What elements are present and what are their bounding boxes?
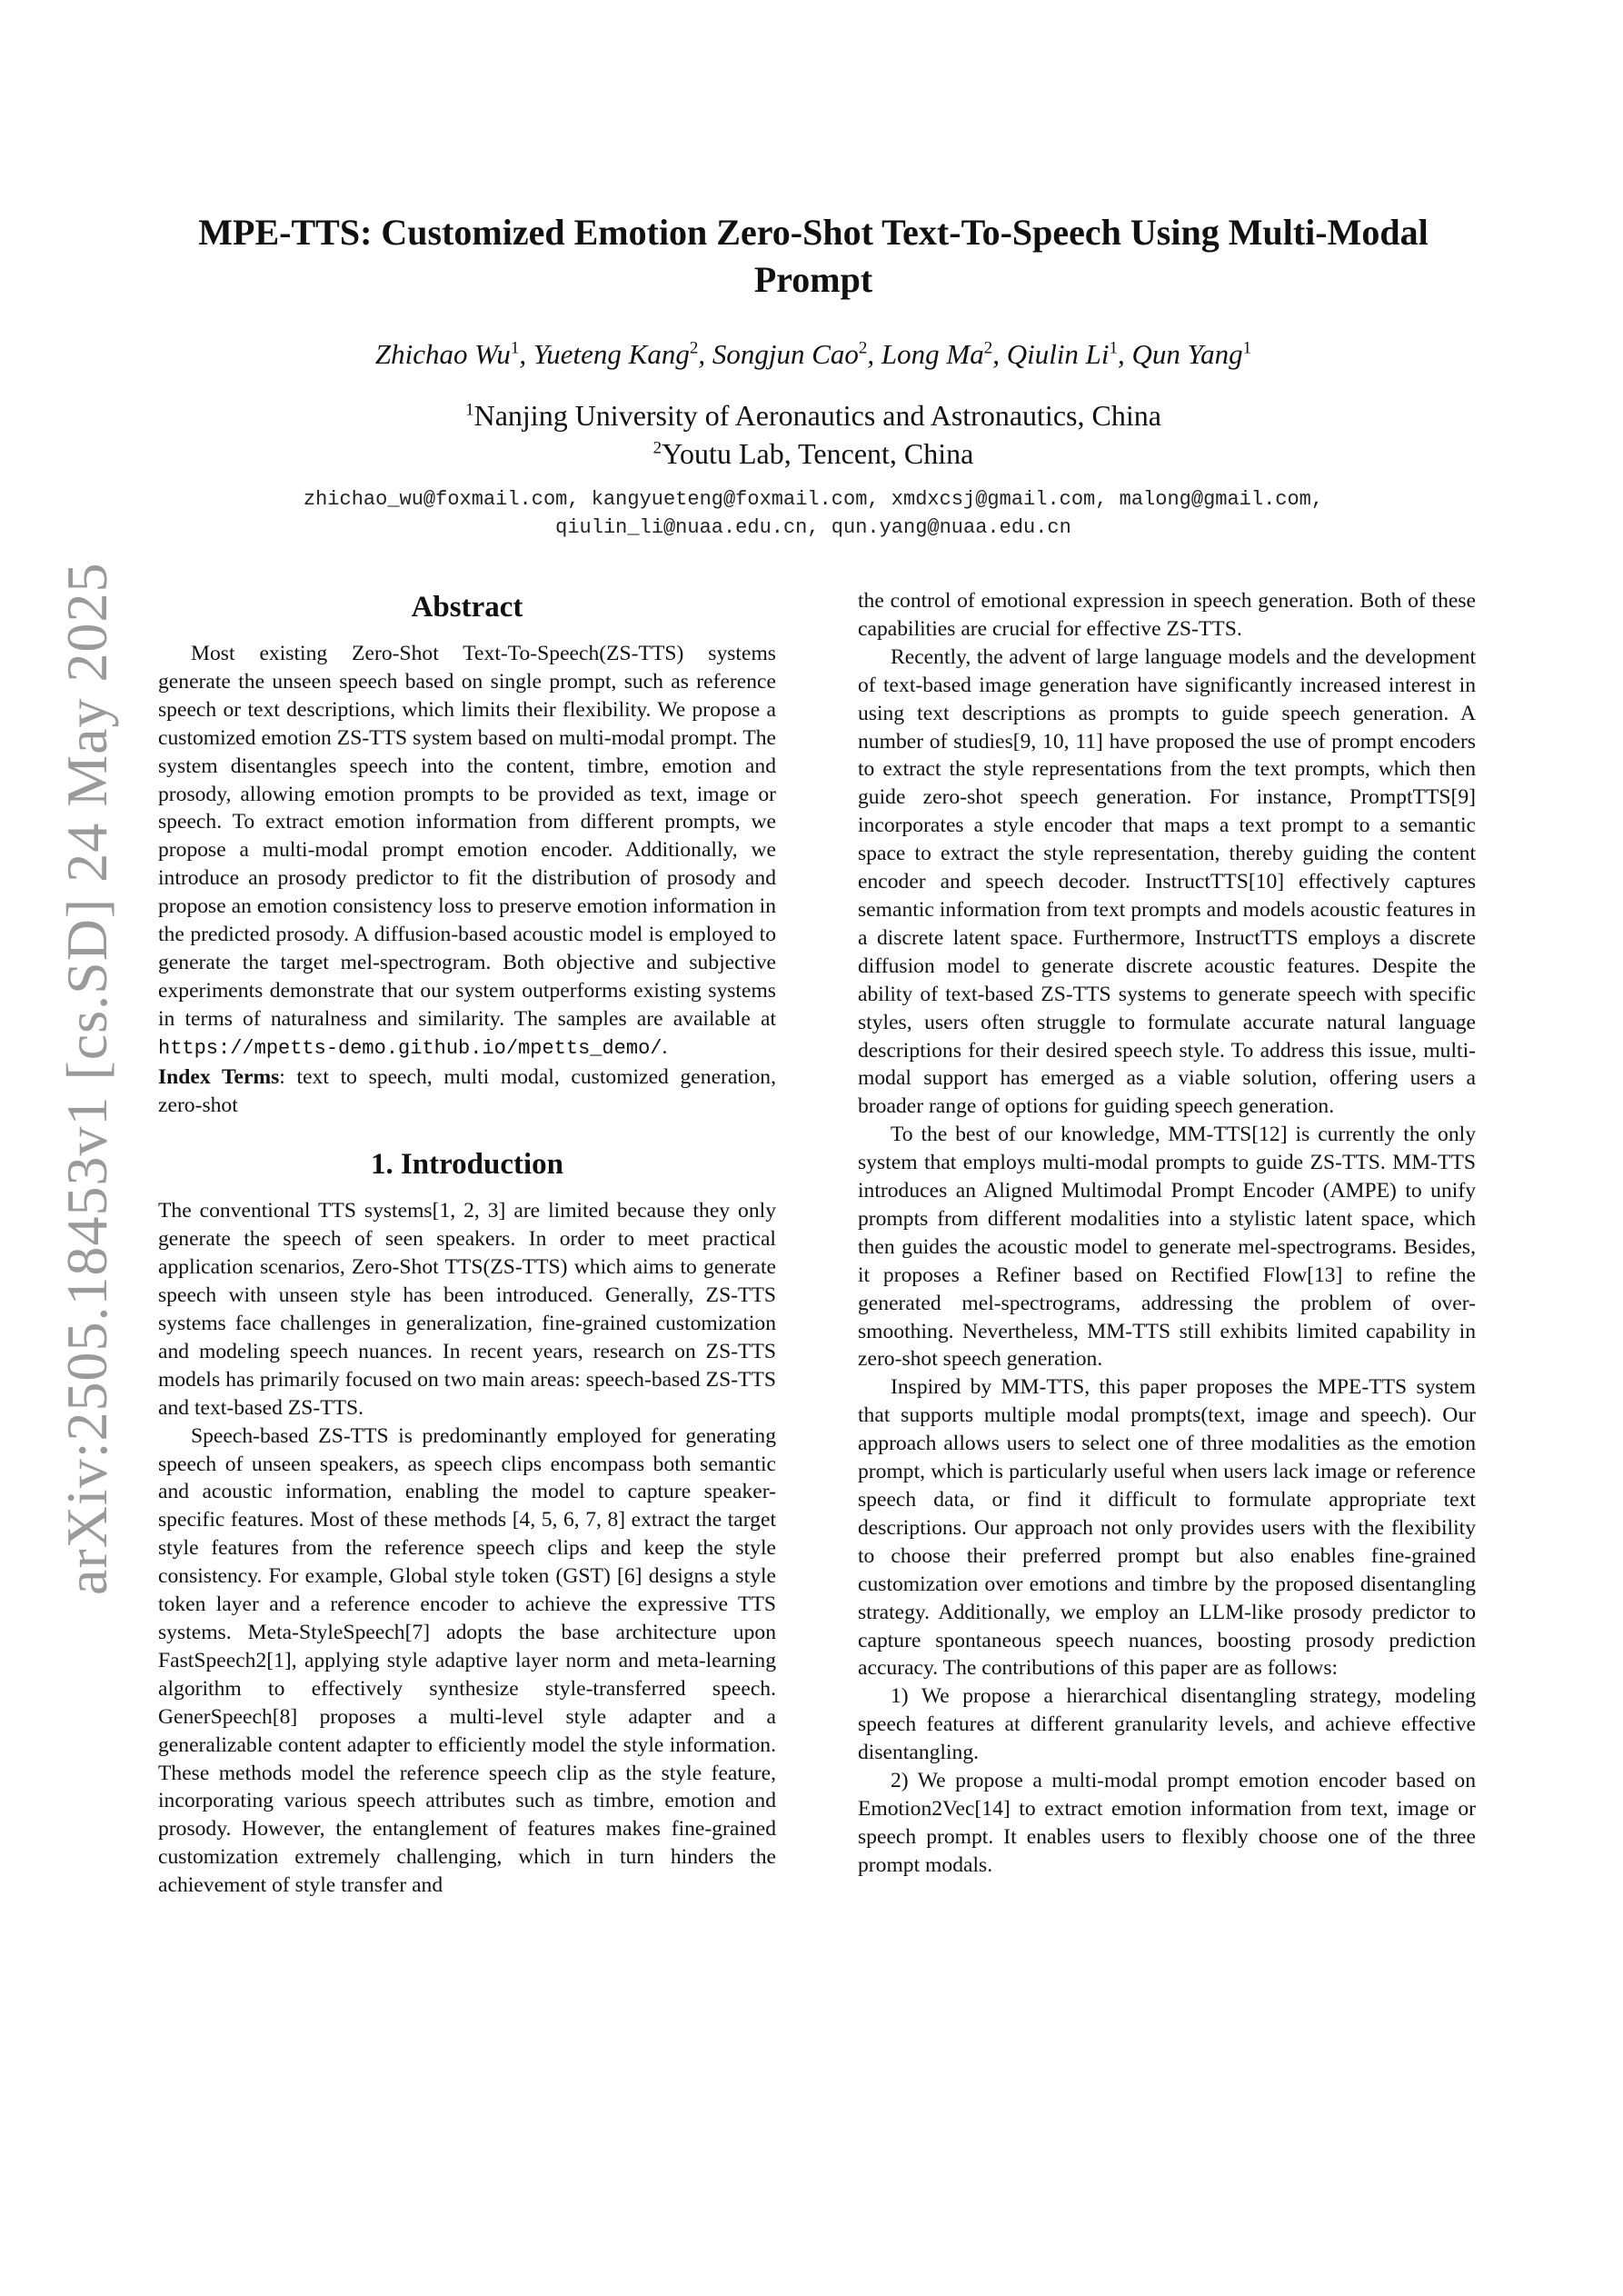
intro-paragraph-3: Recently, the advent of large language models and the development of text-based image generation have significantly increased interest in using text descriptions as prompts to guide speech generation. A number of studies[9, 10, 11] have proposed the use of prompt encoders to extract the style representations from the text prompts, which then guide zero-shot speech generation. For instance, PromptTTS[9] incorporates a style encoder that maps a text prompt to a semantic space to extract the style representation, thereby guiding the content encoder and speech decoder. InstructTTS[10] effectively captures semantic information from text prompts and models acoustic features in a discrete latent space. Furthermore, InstructTTS employs a discrete diffusion model to generate discrete acoustic features. Despite the ability of text-based ZS-TTS systems to generate speech with specific styles, users often struggle to formulate accurate natural language descriptions for their desired speech style. To address this issue, multi-modal support has emerged as a viable solution, offering users a broader range of options for guiding speech generation.: [858, 644, 1476, 1119]
author-affiliation-mark: 1: [1109, 338, 1119, 358]
author-name: Songjun Cao: [712, 338, 859, 370]
author-separator: ,: [698, 338, 712, 370]
author-separator: ,: [519, 338, 533, 370]
author-name: Long Ma: [881, 338, 984, 370]
intro-paragraph-4: To the best of our knowledge, MM-TTS[12] is currently the only system that employs multi-modal prompts to guide ZS-TTS. MM-TTS introduces an Aligned Multimodal Prompt Encoder (AMPE) to unify prompts from different modalities into a stylistic latent space, which then guides the acoustic model to generate mel-spectrograms. Besides, it proposes a Refiner based on Rectified Flow[13] to refine the generated mel-spectrograms, addressing the problem of over-smoothing. Nevertheless, MM-TTS still exhibits limited capability in zero-shot speech generation.: [858, 1123, 1476, 1372]
abstract-body: Most existing Zero-Shot Text-To-Speech(ZS-TTS) systems generate the unseen speech based on single prompt, such as reference speech or text descriptions, which limits their flexibility. We propose a customized emotion ZS-TTS system based on multi-modal prompt. The system disentangles speech into the content, timbre, emotion and prosody, allowing emotion prompts to be provided as text, image or speech. To extract emotion information from different prompts, we propose a multi-modal prompt emotion encoder. Additionally, we introduce an prosody predictor to fit the distribution of prosody and propose an emotion consistency loss to preserve emotion information in the predicted prosody. A diffusion-based acoustic model is employed to generate the target mel-spectrogram. Both objective and subjective experiments demonstrate that our system outperforms existing systems in terms of naturalness and similarity. The samples are available at https://mpetts-demo.github.io/mpetts_demo/.: [158, 642, 776, 1060]
right-column: [858, 587, 1476, 1880]
author-name: Qun Yang: [1131, 338, 1243, 370]
author-separator: ,: [1118, 338, 1132, 370]
contribution-1: 1) We propose a hierarchical disentangling strategy, modeling speech features at different granularity levels, and achieve effective disentangling.: [858, 1684, 1476, 1765]
author-emails: [154, 485, 1472, 542]
email-line-1: zhichao_wu@foxmail.com, kangyueteng@foxmail.com, xmdxcsj@gmail.com, malong@gmail.com,: [303, 488, 1324, 511]
paper-header: [154, 209, 1472, 542]
affiliation-2: $^2$Youtu Lab, Tencent, China: [652, 437, 974, 470]
contribution-2: 2) We propose a multi-modal prompt emotion encoder based on Emotion2Vec[14] to extract emotion information from text, image or speech prompt. It enables users to flexibly choose one of the three prompt modals.: [858, 1769, 1476, 1877]
left-column: [158, 587, 776, 1900]
email-line-2: qiulin_li@nuaa.edu.cn, qun.yang@nuaa.edu.cn: [555, 516, 1071, 539]
author-name: Zhichao Wu: [374, 338, 511, 370]
author-affiliation-mark: 2: [689, 338, 699, 358]
demo-link[interactable]: https://mpetts-demo.github.io/mpetts_demo/: [158, 1036, 662, 1060]
paper-title: MPE-TTS: Customized Emotion Zero-Shot Text-To-Speech Using Multi-Modal Prompt: [198, 212, 1429, 300]
abstract-heading: Abstract: [411, 591, 523, 624]
index-terms: Index Terms: text to speech, multi modal, customized generation, zero-shot: [158, 1064, 776, 1117]
author-name: Yueteng Kang: [533, 338, 690, 370]
affiliations: [154, 396, 1472, 473]
affiliation-1: $^1$Nanjing University of Aeronautics and Astronautics, China: [465, 399, 1161, 432]
introduction-heading: 1. Introduction: [370, 1148, 564, 1182]
intro-paragraph-5: Inspired by MM-TTS, this paper proposes the MPE-TTS system that supports multiple modal prompts(text, image and speech). Our approach allows users to select one of three modalities as the emotion prompt, which is particularly useful when users lack image or reference speech data, or find it difficult to formulate appropriate text descriptions. Our approach not only provides users with the flexibility to choose their preferred prompt but also enables fine-grained customization over emotions and timbre by the proposed disentangling strategy. Additionally, we employ an LLM-like prosody predictor to capture spontaneous speech nuances, boosting prosody prediction accuracy. The contributions of this paper are as follows:: [858, 1375, 1476, 1681]
author-name: Qiulin Li: [1006, 338, 1110, 370]
author-list: [154, 336, 1472, 373]
intro-paragraph-2: Speech-based ZS-TTS is predominantly employed for generating speech of unseen speakers, as speech clips encompass both semantic and acoustic information, enabling the model to capture speaker-specific features. Most of these methods [4, 5, 6, 7, 8] extract the target style features from the reference speech clips and keep the style consistency. For example, Global style token (GST) [6] designs a style token layer and a reference encoder to achieve the expressive TTS systems. Meta-StyleSpeech[7] adopts the base architecture upon FastSpeech2[1], applying style adaptive layer norm and meta-learning algorithm to effectively synthesize style-transferred speech. GenerSpeech[8] proposes a multi-level style adapter and a generalizable content adapter to efficiently model the style information. These methods model the reference speech clip as the style feature, incorporating various speech attributes such as timbre, emotion and prosody. However, the entanglement of features makes fine-grained customization extremely challenging, which in turn hinders the achievement of style transfer and: [158, 1423, 776, 1898]
author-affiliation-mark: 1: [510, 338, 520, 358]
author-separator: ,: [867, 338, 881, 370]
intro-paragraph-1: The conventional TTS systems[1, 2, 3] are limited because they only generate the speech of seen speakers. In order to meet practical application scenarios, Zero-Shot TTS(ZS-TTS) which aims to generate speech with unseen style has been introduced. Generally, ZS-TTS systems face challenges in generalization, fine-grained customization and modeling speech nuances. In recent years, research on ZS-TTS models has primarily focused on two main areas: speech-based ZS-TTS and text-based ZS-TTS.: [158, 1199, 776, 1420]
author-affiliation-mark: 2: [858, 338, 868, 358]
intro-paragraph-2-continued: the control of emotional expression in speech generation. Both of these capabilities are crucial for effective ZS-TTS.: [858, 589, 1476, 641]
author-separator: ,: [992, 338, 1007, 370]
author-affiliation-mark: 1: [1242, 338, 1252, 358]
arxiv-identifier-stamp: arXiv:2505.18453v1 [cs.SD] 24 May 2025: [55, 562, 119, 1595]
author-affiliation-mark: 2: [983, 338, 993, 358]
